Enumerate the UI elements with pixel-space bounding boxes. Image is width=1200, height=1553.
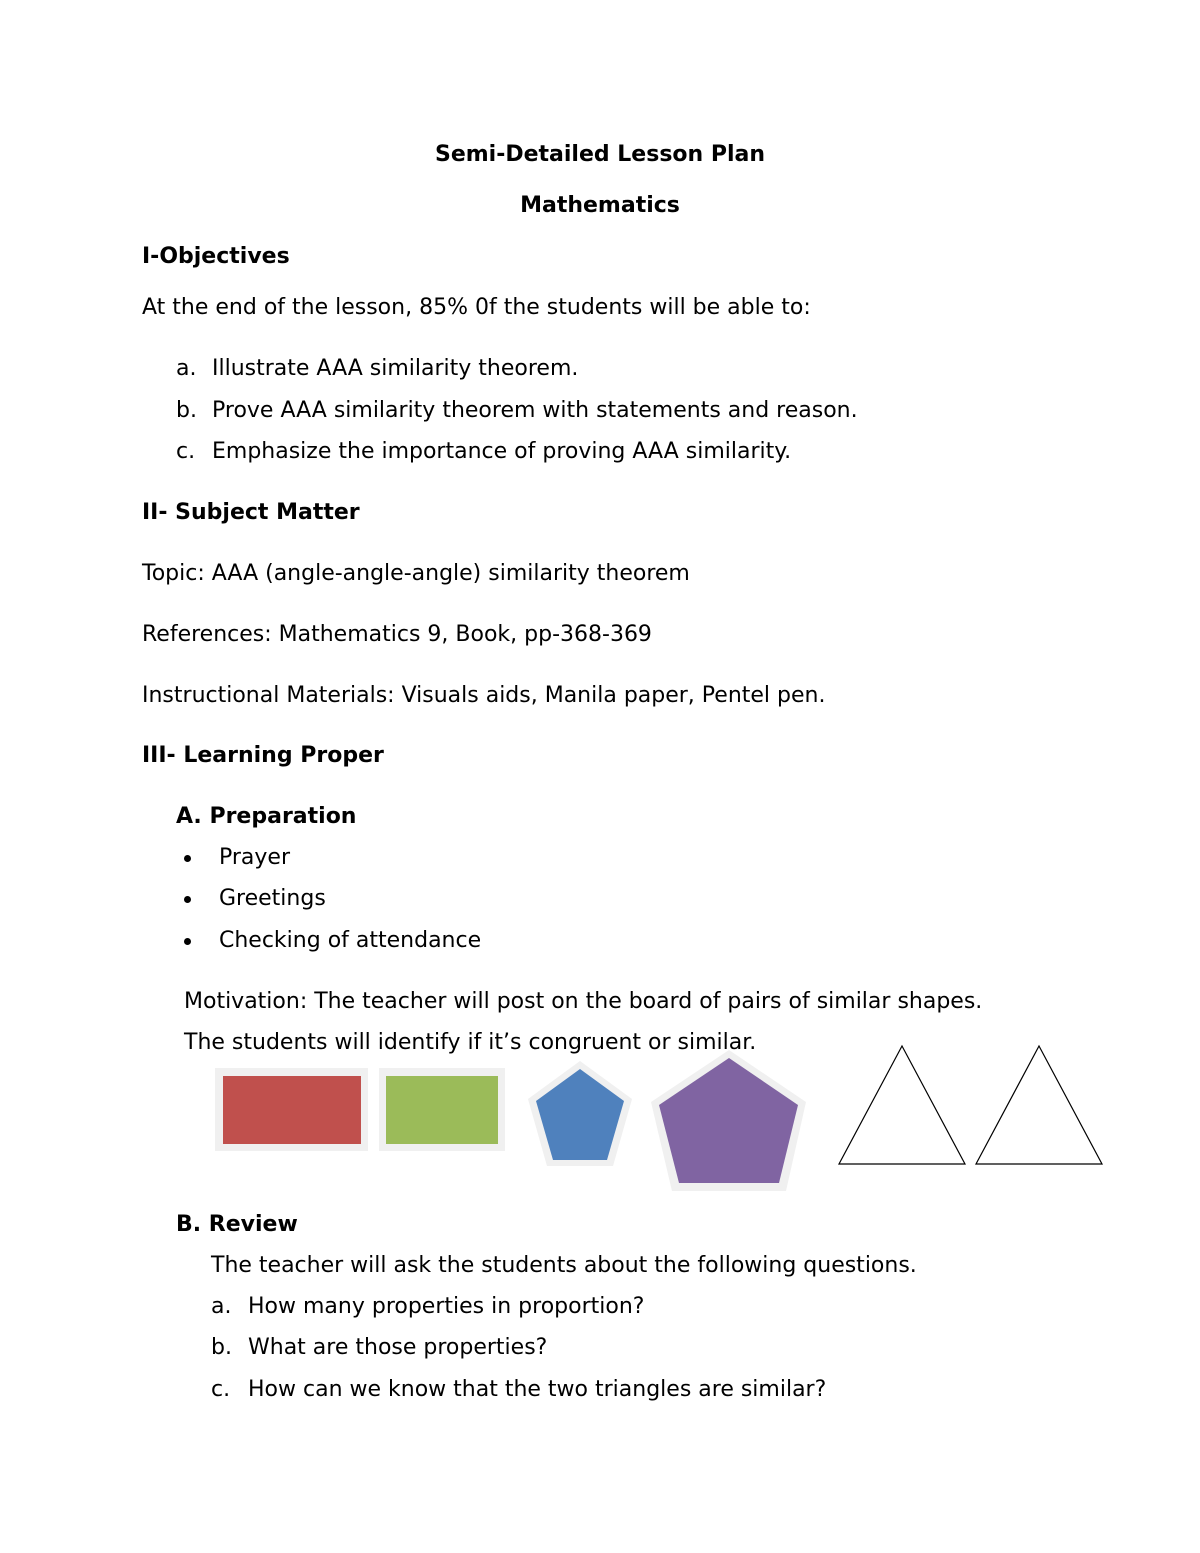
objective-item-a xyxy=(176,358,578,380)
objectives-heading: I-Objectives xyxy=(142,244,290,269)
list-marker: b. xyxy=(176,398,197,423)
document-title: Semi-Detailed Lesson Plan xyxy=(434,142,766,167)
motivation-line-1: Motivation: The teacher will post on the board of pairs of similar shapes. xyxy=(184,989,983,1014)
learning-proper-heading: III- Learning Proper xyxy=(142,743,384,768)
list-marker: b. xyxy=(211,1335,232,1360)
list-marker: c. xyxy=(176,439,196,464)
green-rectangle xyxy=(386,1076,498,1144)
left-triangle xyxy=(839,1046,965,1164)
bullet-icon xyxy=(184,938,191,945)
preparation-bullet-greetings: Greetings xyxy=(219,886,326,911)
red-rectangle xyxy=(223,1076,361,1144)
objectives-intro: At the end of the lesson, 85% 0f the students will be able to: xyxy=(142,295,811,320)
objective-item-b xyxy=(176,400,858,422)
list-marker: a. xyxy=(176,356,197,381)
subject-title: Mathematics xyxy=(520,193,680,218)
topic-line: Topic: AAA (angle-angle-angle) similarity theorem xyxy=(142,561,690,586)
review-question-a xyxy=(211,1296,644,1318)
subject-matter-heading: II- Subject Matter xyxy=(142,500,360,525)
list-text: Illustrate AAA similarity theorem. xyxy=(212,356,579,381)
preparation-bullet-prayer: Prayer xyxy=(219,845,291,870)
blue-pentagon xyxy=(536,1069,624,1160)
bullet-icon xyxy=(184,855,191,862)
bullet-icon xyxy=(184,896,191,903)
list-text: Emphasize the importance of proving AAA similarity. xyxy=(212,439,792,464)
review-heading: B. Review xyxy=(176,1212,298,1237)
right-triangle xyxy=(976,1046,1102,1164)
materials-line: Instructional Materials: Visuals aids, Manila paper, Pentel pen. xyxy=(142,683,826,708)
objective-item-c xyxy=(176,441,791,463)
list-text: What are those properties? xyxy=(248,1335,548,1360)
purple-pentagon xyxy=(659,1058,798,1183)
list-marker: a. xyxy=(211,1294,232,1319)
similar-shapes-figure xyxy=(200,1035,1120,1205)
preparation-heading: A. Preparation xyxy=(176,804,357,829)
motivation-line-2: The students will identify if it’s congruent or similar. xyxy=(184,1030,757,1055)
review-question-c xyxy=(211,1379,826,1401)
references-line: References: Mathematics 9, Book, pp-368-369 xyxy=(142,622,652,647)
review-intro: The teacher will ask the students about the following questions. xyxy=(211,1253,917,1278)
review-question-b xyxy=(211,1337,547,1359)
list-text: Prove AAA similarity theorem with statements and reason. xyxy=(212,398,858,423)
list-marker: c. xyxy=(211,1377,231,1402)
list-text: How can we know that the two triangles are similar? xyxy=(248,1377,827,1402)
preparation-bullet-attendance: Checking of attendance xyxy=(219,928,482,953)
list-text: How many properties in proportion? xyxy=(248,1294,645,1319)
